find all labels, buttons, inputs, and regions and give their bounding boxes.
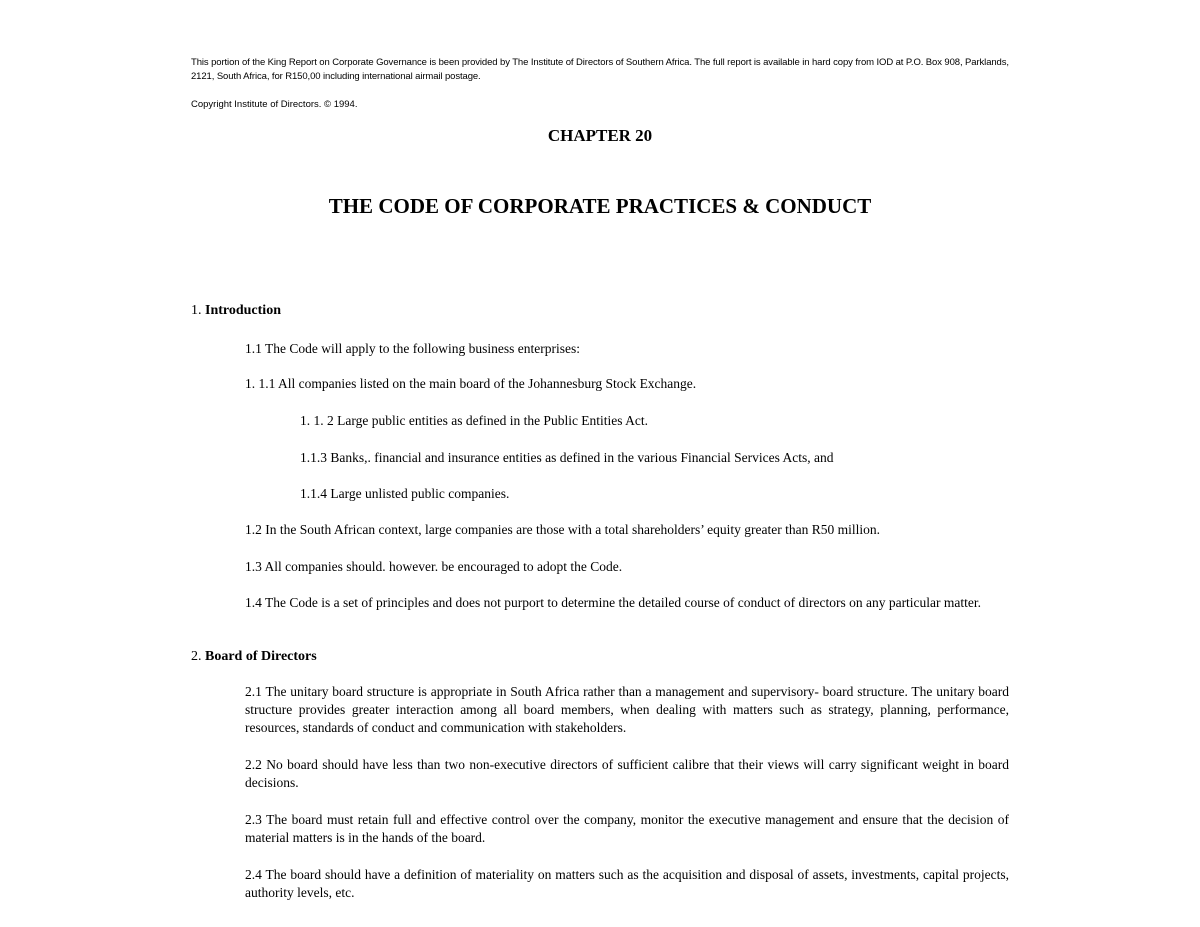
paragraph-1-1-4: 1.1.4 Large unlisted public companies. — [300, 486, 510, 501]
paragraph-1-2: 1.2 In the South African context, large companies are those with a total shareholders’ equity greater than R50 million. — [245, 522, 880, 537]
page-title: THE CODE OF CORPORATE PRACTICES & CONDUCT — [328, 194, 872, 218]
copyright-line: Copyright Institute of Directors. © 1994. — [191, 99, 358, 110]
paragraph-2-4: 2.4 The board should have a definition of materiality on matters such as the acquisition and disposal of assets, investments, capital projects, authority levels, etc. — [245, 867, 1009, 900]
header-notice: This portion of the King Report on Corporate Governance is been provided by The Institute of Directors of Southern Africa. The full report is available in hard copy from IOD at P.O. Box 908, Parklands, 2121, South Africa, for R150,00 including international airmail postage. — [191, 57, 1009, 82]
paragraph-1-3: 1.3 All companies should. however. be encouraged to adopt the Code. — [245, 559, 623, 574]
paragraph-2-2: 2.2 No board should have less than two non-executive directors of sufficient calibre that their views will carry significant weight in board decisions. — [245, 757, 1009, 790]
paragraph-1-1-3: 1.1.3 Banks,. financial and insurance entities as defined in the various Financial Services Acts, and — [300, 450, 834, 465]
paragraph-1-1: 1.1 The Code will apply to the following business enterprises: — [245, 341, 580, 356]
paragraph-1-1-2: 1. 1. 2 Large public entities as defined in the Public Entities Act. — [300, 413, 649, 428]
paragraph-1-4: 1.4 The Code is a set of principles and does not purport to determine the detailed course of conduct of directors on any particular matter. — [245, 595, 982, 610]
paragraph-2-1: 2.1 The unitary board structure is appropriate in South Africa rather than a management and supervisory- board structure. The unitary board structure provides greater interaction among all board members, when dealing with matters such as strategy, planning, performance, resources, standards of conduct and communication with stakeholders. — [245, 684, 1009, 735]
section-title: Board of Directors — [205, 649, 317, 664]
section-heading-board — [191, 648, 317, 666]
chapter-heading: CHAPTER 20 — [547, 126, 653, 145]
paragraph-2-3: 2.3 The board must retain full and effective control over the company, monitor the executive management and ensure that the decision of material matters is in the hands of the board. — [245, 812, 1009, 845]
section-number: 1. — [191, 303, 202, 318]
section-heading-introduction — [191, 302, 281, 320]
paragraph-1-1-1: 1. 1.1 All companies listed on the main board of the Johannesburg Stock Exchange. — [245, 376, 697, 391]
section-title: Introduction — [205, 303, 281, 318]
section-number: 2. — [191, 649, 202, 664]
